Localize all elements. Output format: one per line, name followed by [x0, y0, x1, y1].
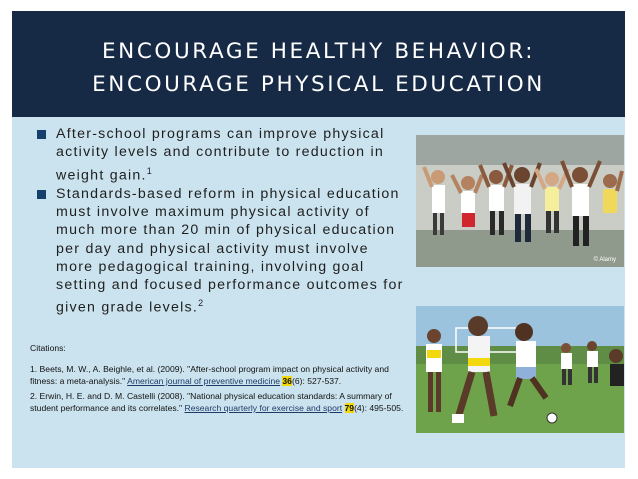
citation-text: (6): 527-537.: [291, 376, 342, 386]
square-bullet-icon: [37, 130, 46, 139]
citation-text: 2. Erwin, H. E. and D. M. Castelli (2008). "National physical education standards: A summary of student performance and its correlates.": [30, 391, 392, 413]
exercise-class-illustration: [416, 135, 624, 267]
citation-1: [30, 363, 410, 387]
bullet-list: [34, 125, 404, 317]
journal-link[interactable]: Research quarterly for exercise and sport: [184, 403, 343, 413]
content-panel: [12, 117, 625, 468]
footnote-ref: 1: [146, 165, 152, 176]
soccer-illustration: [416, 306, 624, 433]
title-banner: [12, 11, 625, 117]
photo-credit: © Alamy: [593, 257, 616, 263]
bullet-text: Standards-based reform in physical education must involve maximum physical activity of much more than 20 min of physical education per day and physical activity must involve more pedagogical training, involving goal setting and focused performance outcomes for given grade levels.: [56, 185, 404, 317]
volume-number: 79: [344, 403, 355, 413]
bullet-item: [34, 125, 404, 185]
slide-title-line-2: ENCOURAGE PHYSICAL EDUCATION: [92, 72, 545, 97]
citation-text: (4): 495-505.: [354, 403, 404, 413]
square-bullet-icon: [37, 190, 46, 199]
citations: [30, 342, 410, 417]
citations-heading: Citations:: [30, 343, 66, 353]
volume-number: 36: [282, 376, 292, 386]
soccer-photo: [416, 306, 624, 433]
journal-link[interactable]: American journal of preventive medicine: [127, 376, 281, 386]
slide-title-line-1: ENCOURAGE HEALTHY BEHAVIOR:: [101, 39, 536, 64]
bullet-text: After-school programs can improve physical activity levels and contribute to reduction in weight gain.: [56, 126, 385, 184]
exercise-class-photo: [416, 135, 624, 267]
bullet-item: [34, 185, 404, 318]
citation-2: [30, 390, 410, 414]
citation-text: 1. Beets, M. W., A. Beighle, et al. (2009). "After-school program impact on physical activity and fitness: a meta-analysis.": [30, 364, 389, 386]
footnote-ref: 2: [198, 298, 204, 309]
